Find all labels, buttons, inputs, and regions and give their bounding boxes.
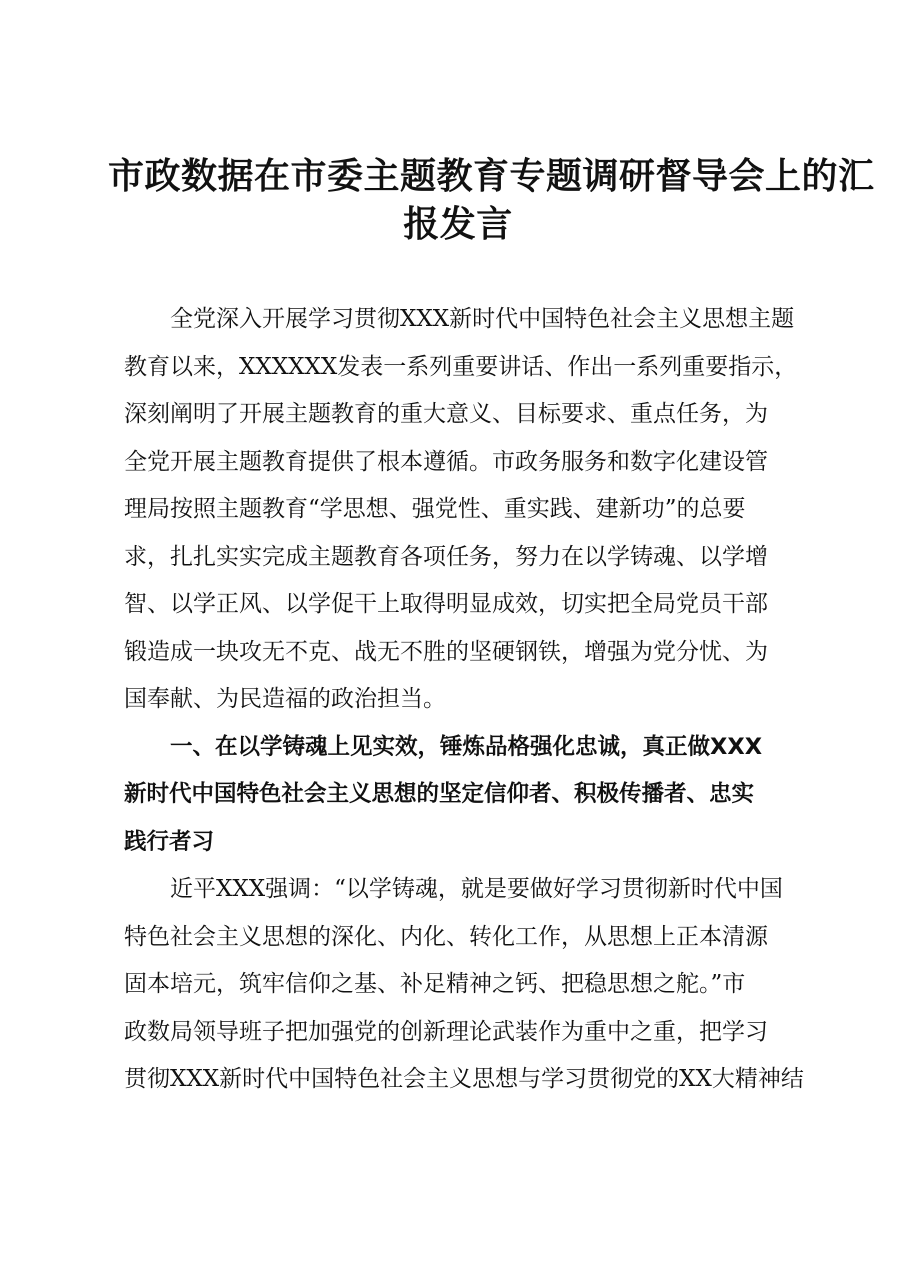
text-line: 贯彻XXX新时代中国特色社会主义思想与学习贯彻党的XX大精神结 (124, 1066, 804, 1092)
text-line: 理局按照主题教育“学思想、强党性、重实践、建新功”的总要 (124, 496, 746, 522)
text-line: 求，扎扎实实完成主题教育各项任务，努力在以学铸魂、以学增 (124, 543, 768, 570)
text-line: 全党开展主题教育提供了根本遵循。市政务服务和数字化建设管 (124, 448, 768, 475)
heading-line: 践行者习 (124, 828, 215, 855)
paragraph-section-1 (124, 866, 824, 1104)
text-line: 教育以来，XXXXXX发表一系列重要讲话、作出一系列重要指示， (124, 353, 798, 380)
title-line-1: 市政数据在市委主题教育专题调研督导会上的汇 (108, 155, 875, 197)
title-line-2: 报发言 (403, 203, 513, 245)
text-line: 智、以学正风、以学促干上取得明显成效，切实把全局党员干部 (124, 591, 768, 617)
text-line: 政数局领导班子把加强党的创新理论武装作为重中之重，把学习 (124, 1018, 768, 1045)
heading-line: 一、在以学铸魂上见实效，锤炼品格强化忠诚，真正做XXX (170, 733, 763, 760)
text-line: 国奉献、为民造福的政治担当。 (124, 686, 446, 712)
document-title (108, 152, 875, 248)
text-line: 近平XXX强调：“以学铸魂，就是要做好学习贯彻新时代中国 (170, 876, 783, 902)
text-line: 深刻阐明了开展主题教育的重大意义、目标要求、重点任务，为 (124, 401, 768, 427)
text-line: 全党深入开展学习贯彻XXX新时代中国特色社会主义思想主题 (170, 306, 795, 332)
text-line: 锻造成一块攻无不克、战无不胜的坚硬钢铁，增强为党分忧、为 (124, 638, 768, 665)
text-line: 固本培元，筑牢信仰之基、补足精神之钙、把稳思想之舵。”市 (124, 971, 746, 997)
document-body (124, 296, 824, 1104)
text-line: 特色社会主义思想的深化、内化、转化工作，从思想上正本清源 (124, 923, 768, 950)
paragraph-intro (124, 296, 824, 724)
section-heading-1 (124, 724, 824, 867)
heading-line: 新时代中国特色社会主义思想的坚定信仰者、积极传播者、忠实 (124, 781, 755, 807)
